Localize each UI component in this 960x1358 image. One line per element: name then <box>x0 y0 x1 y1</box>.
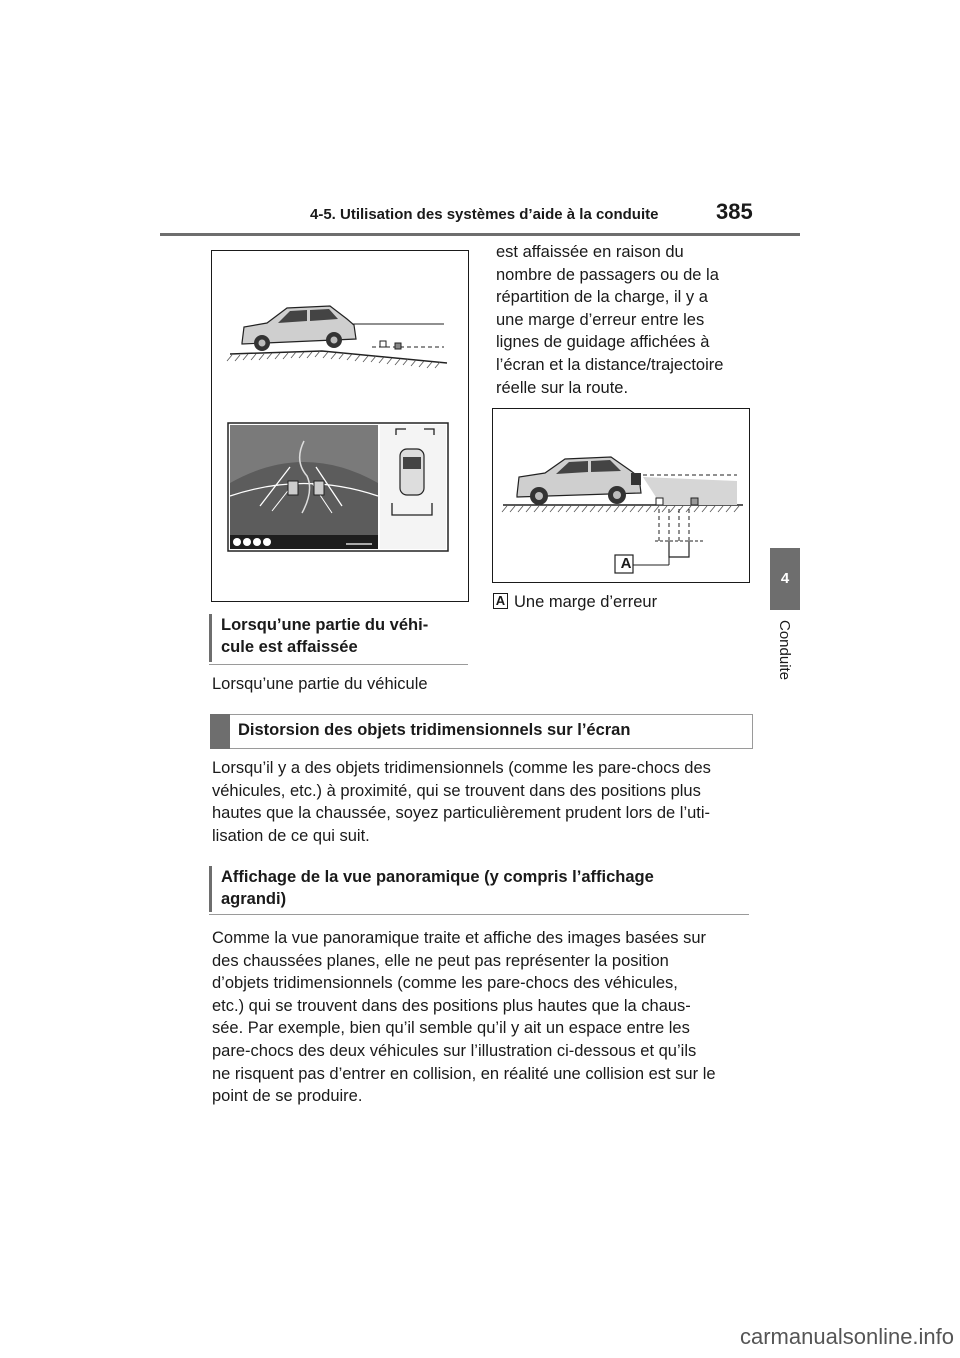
text-line: Comme la vue panoramique traite et affiche des images basées sur <box>212 929 707 947</box>
page-number: 385 <box>716 199 753 224</box>
subheading-line: Affichage de la vue panoramique (y compris l’affichage <box>221 868 654 886</box>
chapter-label: Conduite <box>776 620 793 681</box>
text-line: l’écran et la distance/trajectoire <box>496 355 724 374</box>
text-line: une marge d’erreur entre les <box>496 310 705 329</box>
section-title-marker <box>210 714 230 749</box>
text-line: point de se produire. <box>212 1087 363 1106</box>
subheading-line: agrandi) <box>221 890 287 908</box>
chapter-tab[interactable]: 4 <box>770 548 800 610</box>
body-text-left: Lorsqu’une partie du véhicule <box>212 675 428 693</box>
text-line: ne risquent pas d’entrer en collision, en réalité une collision est sur le <box>212 1064 716 1083</box>
text-line: réelle sur la route. <box>496 378 629 397</box>
text-line: lignes de guidage affichées à <box>496 333 710 352</box>
paragraph-intro <box>212 757 757 847</box>
watermark: carmanualsonline.info <box>740 1324 955 1349</box>
text-line: pare-chocs des deux véhicules sur l’illustration ci-dessous et qu’ils <box>212 1041 697 1060</box>
figure-margin-of-error <box>492 408 750 583</box>
text-line: d’objets tridimensionnels (comme les pare-chocs des véhicules, <box>212 974 678 993</box>
text-line: Lorsqu’il y a des objets tridimensionnels (comme les pare-chocs des <box>212 759 711 777</box>
text-line: hautes que la chaussée, soyez particulièrement prudent lors de l’uti- <box>212 804 711 823</box>
header-rule <box>160 233 800 236</box>
caption-text: Une marge d’erreur <box>514 593 658 611</box>
right-column-text <box>496 241 756 399</box>
text-line: sée. Par exemple, bien qu’il semble qu’il y ait un espace entre les <box>212 1019 690 1038</box>
text-line: répartition de la charge, il y a <box>496 288 708 307</box>
text-line: etc.) qui se trouvent dans des positions plus hautes que la chaus- <box>212 996 691 1015</box>
subheading-line: cule est affaissée <box>221 638 358 656</box>
figure-vehicle-sagging <box>211 250 469 602</box>
caption-marker: A <box>493 593 508 609</box>
figure-callout-label: A <box>620 555 632 572</box>
section-title: Distorsion des objets tridimensionnels sur l’écran <box>238 721 631 739</box>
subheading-sagging <box>209 614 471 662</box>
subheading-divider <box>209 914 749 915</box>
section-header-title: 4-5. Utilisation des systèmes d’aide à la conduite <box>310 206 659 223</box>
text-line: véhicules, etc.) à proximité, qui se trouvent dans des positions plus <box>212 781 701 800</box>
text-line: lisation de ce qui suit. <box>212 826 370 845</box>
text-line: des chaussées planes, elle ne peut pas représenter la position <box>212 951 669 970</box>
text-line: nombre de passagers ou de la <box>496 265 719 284</box>
subheading-divider <box>209 664 468 665</box>
subheading-panoramic <box>209 866 751 912</box>
vehicle-sagging-illustration <box>212 251 468 601</box>
paragraph-panoramic <box>212 927 757 1108</box>
subheading-line: Lorsqu’une partie du véhi- <box>221 616 429 634</box>
text-line: est affaissée en raison du <box>496 243 684 261</box>
